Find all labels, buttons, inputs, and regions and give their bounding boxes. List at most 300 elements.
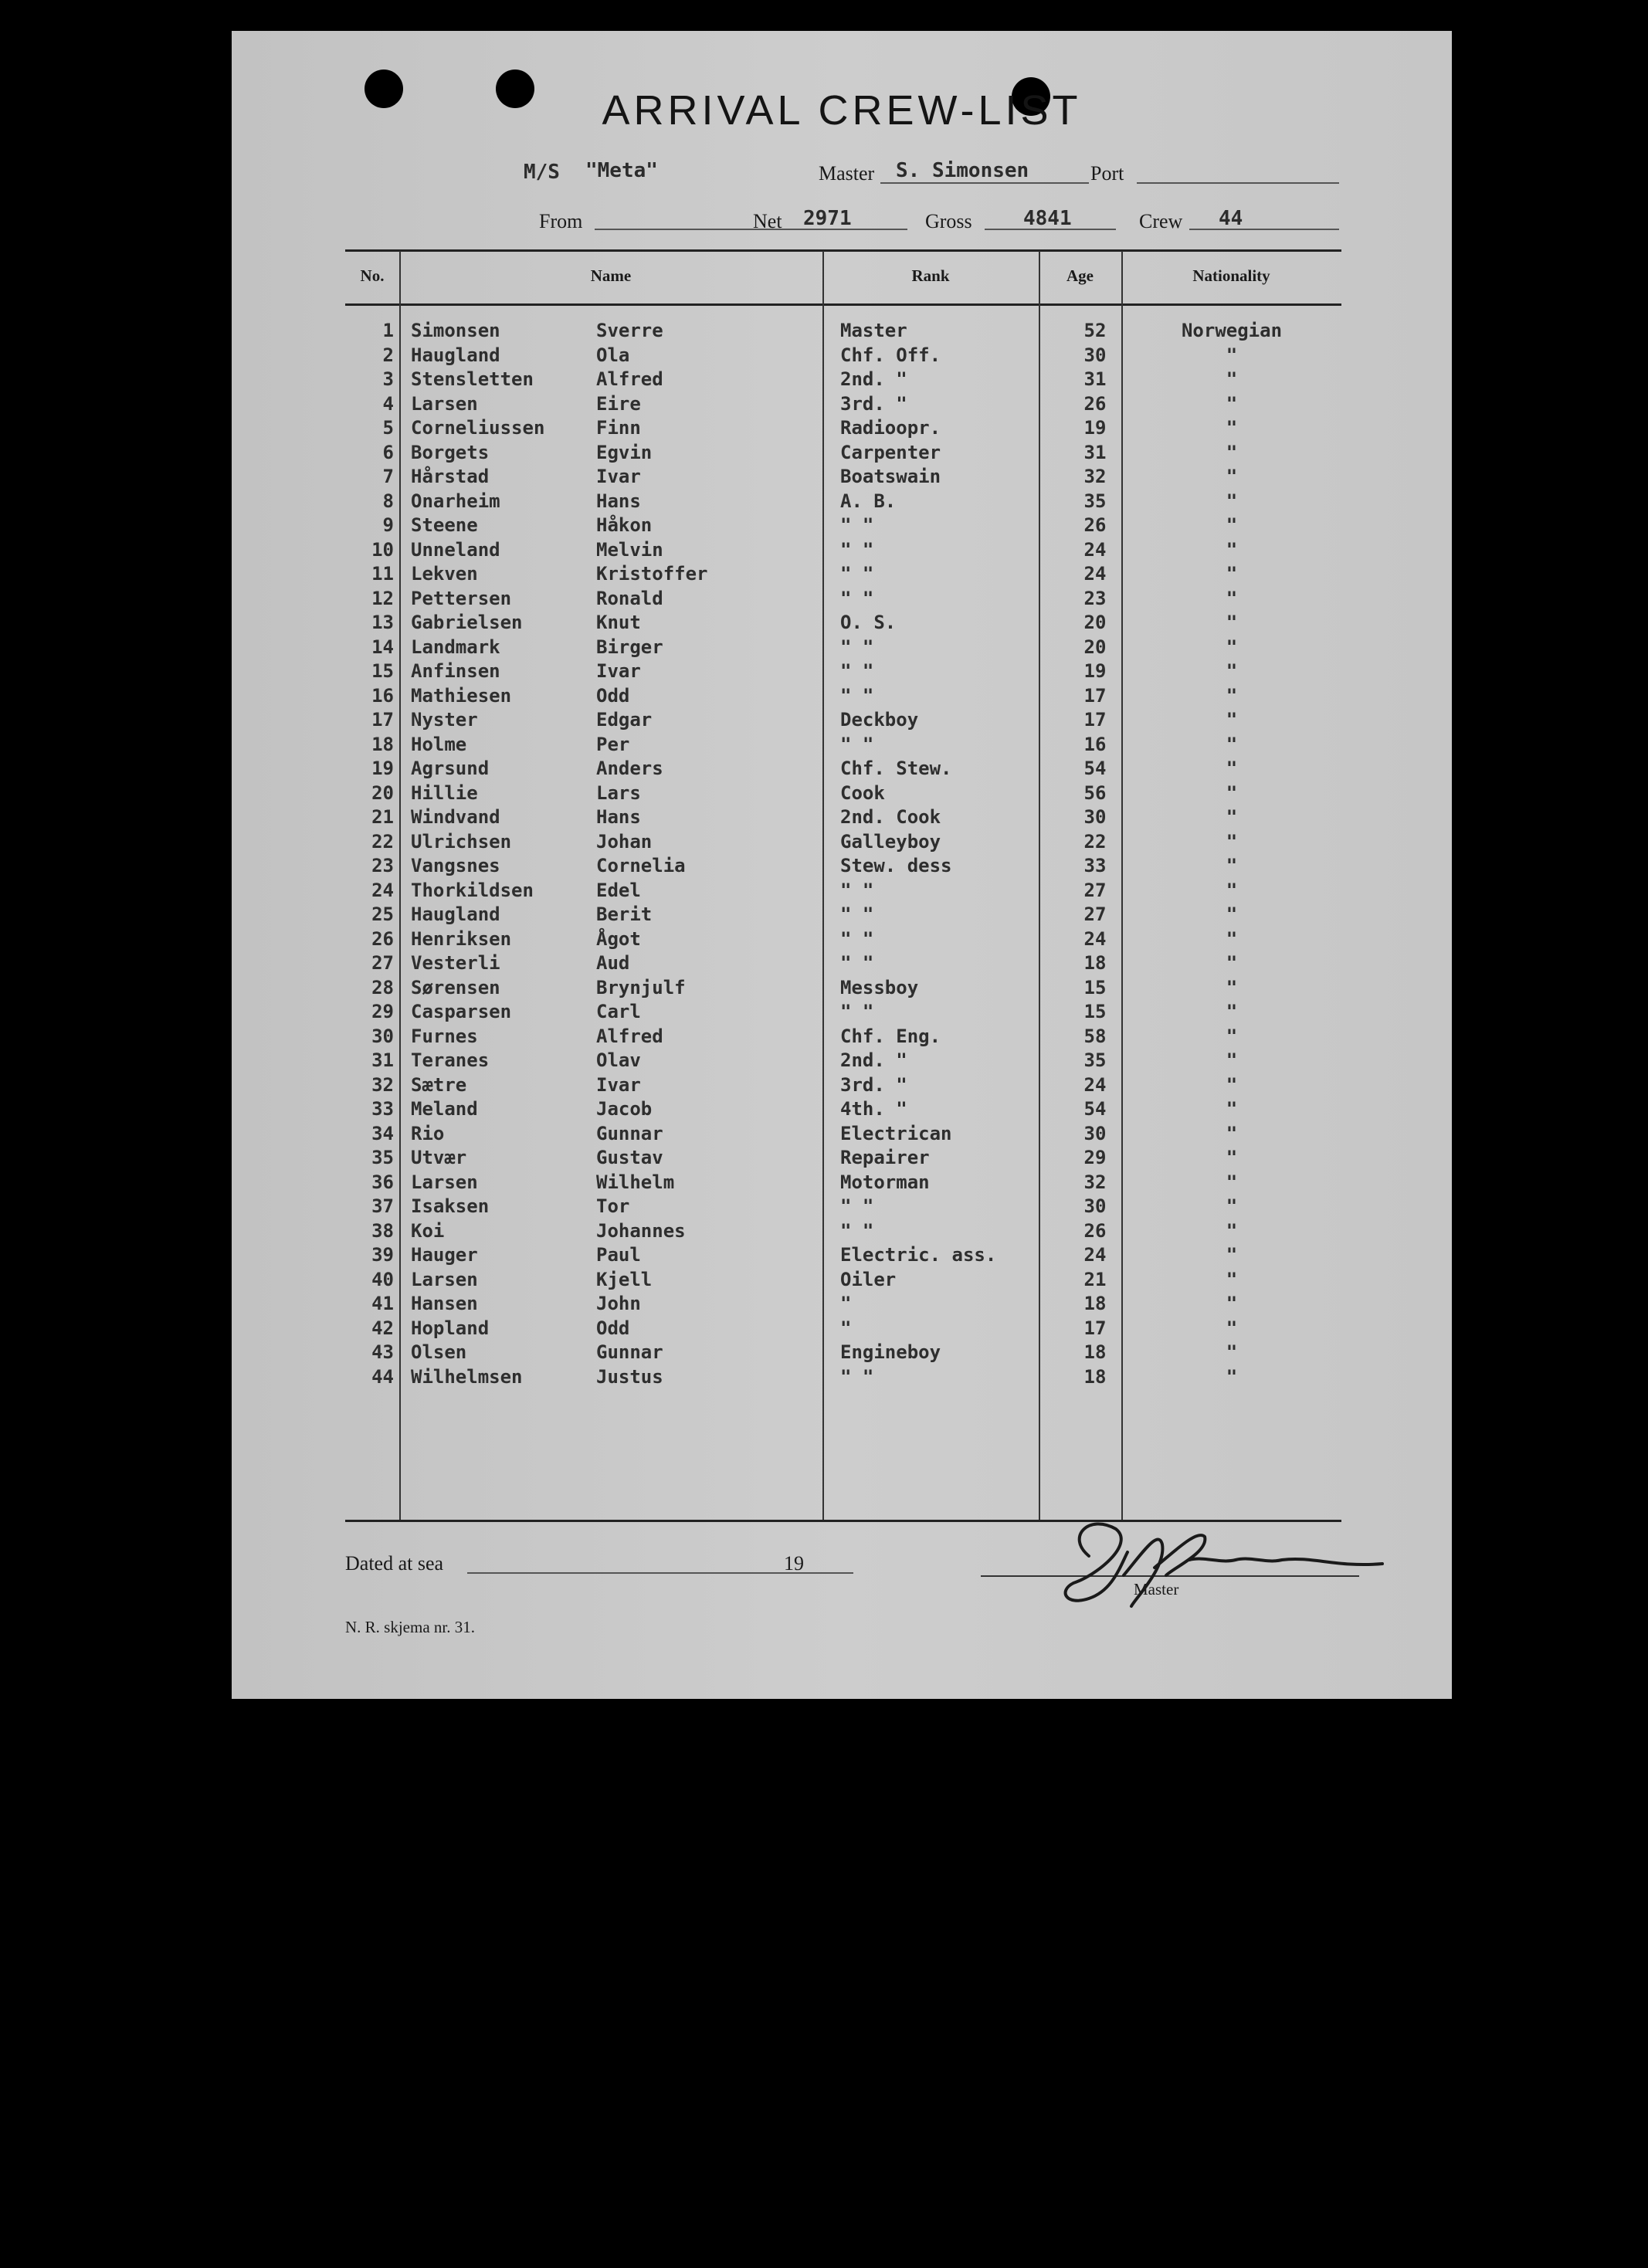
crew-surname: Unneland bbox=[411, 538, 500, 561]
table-row bbox=[232, 685, 1452, 710]
crew-nationality: " bbox=[1226, 1244, 1238, 1266]
crew-nationality: " bbox=[1226, 344, 1238, 366]
crew-nationality: " bbox=[1226, 1293, 1238, 1314]
crew-age: 56 bbox=[1083, 781, 1107, 804]
crew-surname: Thorkildsen bbox=[411, 879, 534, 901]
crew-number: 40 bbox=[371, 1268, 394, 1290]
crew-number: 29 bbox=[371, 1001, 394, 1022]
crew-surname: Landmark bbox=[411, 636, 500, 658]
crew-number: 8 bbox=[382, 490, 394, 512]
table-row bbox=[232, 1074, 1452, 1099]
crew-age: 18 bbox=[1083, 952, 1107, 974]
crew-given-name: Hans bbox=[596, 806, 641, 828]
crew-number: 39 bbox=[371, 1244, 394, 1266]
crew-nationality: " bbox=[1226, 1341, 1238, 1363]
header-nationality: Nationality bbox=[1192, 266, 1270, 285]
crew-nationality: " bbox=[1226, 490, 1238, 512]
master-name: S. Simonsen bbox=[896, 159, 1029, 182]
crew-surname: Utvær bbox=[411, 1147, 467, 1168]
crew-rank: Boatswain bbox=[840, 466, 941, 487]
crew-surname: Hillie bbox=[411, 781, 478, 804]
crew-surname: Mathiesen bbox=[411, 684, 512, 707]
master-caption: Master bbox=[1134, 1580, 1179, 1598]
crew-given-name: Ronald bbox=[596, 587, 663, 609]
crew-rank: 3rd. " bbox=[840, 392, 907, 415]
crew-nationality: " bbox=[1226, 1147, 1238, 1168]
table-row bbox=[232, 1026, 1452, 1050]
crew-surname: Isaksen bbox=[411, 1195, 490, 1217]
header-no: No. bbox=[360, 266, 385, 285]
crew-number: 17 bbox=[371, 709, 394, 731]
crew-given-name: Johan bbox=[596, 830, 653, 853]
crew-age: 19 bbox=[1083, 417, 1107, 439]
crew-surname: Windvand bbox=[411, 806, 500, 828]
crew-nationality: " bbox=[1226, 368, 1238, 390]
crew-age: 20 bbox=[1083, 636, 1107, 658]
table-row bbox=[232, 782, 1452, 807]
crew-nationality: " bbox=[1226, 563, 1238, 585]
crew-given-name: Odd bbox=[596, 684, 630, 707]
crew-given-name: John bbox=[596, 1293, 641, 1314]
crew-surname: Hårstad bbox=[411, 466, 490, 487]
vessel-prefix: M/S bbox=[524, 161, 560, 184]
crew-number: 14 bbox=[371, 636, 394, 658]
crew-number: 28 bbox=[371, 976, 394, 998]
crew-surname: Haugland bbox=[411, 903, 500, 925]
crew-rank: " " bbox=[840, 587, 874, 609]
crew-age: 17 bbox=[1083, 684, 1107, 707]
crew-rank: " " bbox=[840, 636, 874, 658]
crew-surname: Rio bbox=[411, 1122, 445, 1144]
crew-given-name: Gunnar bbox=[596, 1341, 663, 1363]
crew-age: 21 bbox=[1083, 1268, 1107, 1290]
crew-age: 26 bbox=[1083, 514, 1107, 536]
table-row bbox=[232, 855, 1452, 880]
master-signature bbox=[1043, 1483, 1398, 1614]
crew-number: 20 bbox=[371, 781, 394, 804]
crew-age: 30 bbox=[1083, 1122, 1107, 1144]
year-field-line bbox=[809, 1572, 848, 1574]
crew-surname: Hauger bbox=[411, 1244, 478, 1266]
crew-age: 32 bbox=[1083, 466, 1107, 487]
crew-rank: " bbox=[840, 1293, 852, 1314]
table-row bbox=[232, 831, 1452, 856]
crew-number: 1 bbox=[382, 320, 394, 341]
crew-surname: Vesterli bbox=[411, 952, 500, 974]
crew-rank: " " bbox=[840, 952, 874, 974]
crew-rank: " bbox=[840, 1317, 852, 1339]
crew-rank: 2nd. " bbox=[840, 368, 907, 390]
table-row bbox=[232, 928, 1452, 953]
crew-rank: " " bbox=[840, 684, 874, 707]
crew-given-name: Knut bbox=[596, 612, 641, 633]
table-row bbox=[232, 758, 1452, 782]
crew-surname: Simonsen bbox=[411, 320, 500, 341]
crew-number: 7 bbox=[382, 466, 394, 487]
table-row bbox=[232, 514, 1452, 539]
table-row bbox=[232, 1341, 1452, 1366]
table-row bbox=[232, 368, 1452, 393]
crew-number: 38 bbox=[371, 1219, 394, 1242]
crew-given-name: Birger bbox=[596, 636, 663, 658]
table-row bbox=[232, 952, 1452, 977]
crew-given-name: Per bbox=[596, 733, 630, 755]
crew-age: 17 bbox=[1083, 709, 1107, 731]
crew-surname: Henriksen bbox=[411, 927, 512, 950]
table-row bbox=[232, 1293, 1452, 1317]
crew-given-name: Sverre bbox=[596, 320, 663, 341]
crew-nationality: " bbox=[1226, 441, 1238, 463]
table-row bbox=[232, 1366, 1452, 1391]
header-rank: Rank bbox=[911, 266, 950, 285]
crew-number: 13 bbox=[371, 612, 394, 633]
port-field-line bbox=[1137, 182, 1339, 184]
crew-rank: Oiler bbox=[840, 1268, 897, 1290]
crew-given-name: Kjell bbox=[596, 1268, 653, 1290]
crew-given-name: Justus bbox=[596, 1365, 663, 1388]
header-age: Age bbox=[1066, 266, 1094, 285]
crew-nationality: " bbox=[1226, 636, 1238, 658]
crew-age: 32 bbox=[1083, 1171, 1107, 1193]
crew-nationality: " bbox=[1226, 392, 1238, 415]
crew-number: 43 bbox=[371, 1341, 394, 1363]
crew-rank: " " bbox=[840, 733, 874, 755]
table-row bbox=[232, 1123, 1452, 1148]
crew-nationality: " bbox=[1226, 1195, 1238, 1217]
crew-surname: Larsen bbox=[411, 392, 478, 415]
crew-rank: Chf. Stew. bbox=[840, 758, 952, 779]
crew-surname: Pettersen bbox=[411, 587, 512, 609]
table-row bbox=[232, 1171, 1452, 1196]
crew-nationality: " bbox=[1226, 830, 1238, 853]
crew-given-name: Johannes bbox=[596, 1219, 686, 1242]
crew-nationality: " bbox=[1226, 1073, 1238, 1096]
crew-rank: " " bbox=[840, 514, 874, 536]
crew-nationality: " bbox=[1226, 587, 1238, 609]
crew-nationality: " bbox=[1226, 1098, 1238, 1120]
crew-surname: Corneliussen bbox=[411, 417, 545, 439]
crew-nationality: " bbox=[1226, 417, 1238, 439]
crew-nationality: " bbox=[1226, 879, 1238, 901]
table-row bbox=[232, 588, 1452, 612]
crew-age: 15 bbox=[1083, 1001, 1107, 1022]
crew-number: 21 bbox=[371, 806, 394, 828]
crew-nationality: " bbox=[1226, 1268, 1238, 1290]
crew-number: 22 bbox=[371, 830, 394, 853]
form-number: N. R. skjema nr. 31. bbox=[345, 1618, 475, 1636]
crew-given-name: Eire bbox=[596, 392, 641, 415]
crew-surname: Sørensen bbox=[411, 976, 500, 998]
year-prefix: 19 bbox=[784, 1552, 804, 1575]
crew-surname: Gabrielsen bbox=[411, 612, 523, 633]
table-header-rule bbox=[345, 303, 1341, 306]
table-row bbox=[232, 709, 1452, 734]
crew-rank: " " bbox=[840, 1365, 874, 1388]
crew-number: 44 bbox=[371, 1365, 394, 1388]
crew-nationality: " bbox=[1226, 1219, 1238, 1242]
crew-number: 10 bbox=[371, 538, 394, 561]
crew-nationality: " bbox=[1226, 538, 1238, 561]
crew-rank: " " bbox=[840, 1001, 874, 1022]
crew-surname: Teranes bbox=[411, 1049, 490, 1071]
crew-age: 30 bbox=[1083, 806, 1107, 828]
crew-nationality: " bbox=[1226, 612, 1238, 633]
crew-age: 31 bbox=[1083, 368, 1107, 390]
crew-nationality: " bbox=[1226, 781, 1238, 804]
crew-surname: Meland bbox=[411, 1098, 478, 1120]
crew-number: 25 bbox=[371, 903, 394, 925]
table-row bbox=[232, 1001, 1452, 1026]
crew-nationality: " bbox=[1226, 1049, 1238, 1071]
crew-rank: " " bbox=[840, 538, 874, 561]
crew-nationality: " bbox=[1226, 952, 1238, 974]
table-row bbox=[232, 539, 1452, 564]
crew-nationality: " bbox=[1226, 514, 1238, 536]
table-row bbox=[232, 880, 1452, 904]
table-row bbox=[232, 1098, 1452, 1123]
crew-surname: Hopland bbox=[411, 1317, 490, 1339]
crew-age: 35 bbox=[1083, 1049, 1107, 1071]
crew-surname: Vangsnes bbox=[411, 855, 500, 876]
crew-age: 31 bbox=[1083, 441, 1107, 463]
crew-nationality: " bbox=[1226, 709, 1238, 731]
table-row bbox=[232, 1269, 1452, 1293]
crew-rank: Cook bbox=[840, 781, 885, 804]
crew-rank: O. S. bbox=[840, 612, 897, 633]
crew-age: 24 bbox=[1083, 1073, 1107, 1096]
crew-age: 15 bbox=[1083, 976, 1107, 998]
crew-rank: Chf. Off. bbox=[840, 344, 941, 366]
crew-rank: Repairer bbox=[840, 1147, 930, 1168]
crew-surname: Larsen bbox=[411, 1268, 478, 1290]
crew-given-name: Aud bbox=[596, 952, 630, 974]
crew-given-name: Håkon bbox=[596, 514, 653, 536]
crew-rank: Chf. Eng. bbox=[840, 1025, 941, 1047]
vessel-name: "Meta" bbox=[585, 159, 658, 182]
table-row bbox=[232, 612, 1452, 636]
crew-age: 27 bbox=[1083, 903, 1107, 925]
crew-age: 27 bbox=[1083, 879, 1107, 901]
table-row bbox=[232, 903, 1452, 928]
crew-rank: Electric. ass. bbox=[840, 1244, 997, 1266]
crew-number: 16 bbox=[371, 684, 394, 707]
table-row bbox=[232, 417, 1452, 442]
crew-number: 27 bbox=[371, 952, 394, 974]
table-row bbox=[232, 1220, 1452, 1245]
crew-given-name: Kristoffer bbox=[596, 563, 708, 585]
crew-surname: Larsen bbox=[411, 1171, 478, 1193]
crew-given-name: Alfred bbox=[596, 1025, 663, 1047]
crew-age: 22 bbox=[1083, 830, 1107, 853]
crew-nationality: " bbox=[1226, 927, 1238, 950]
crew-rank: " " bbox=[840, 660, 874, 682]
crew-given-name: Paul bbox=[596, 1244, 641, 1266]
crew-given-name: Hans bbox=[596, 490, 641, 512]
crew-rank: " " bbox=[840, 903, 874, 925]
table-row bbox=[232, 977, 1452, 1002]
table-row bbox=[232, 806, 1452, 831]
crew-given-name: Finn bbox=[596, 417, 641, 439]
dated-label: Dated at sea bbox=[345, 1552, 444, 1575]
crew-nationality: " bbox=[1226, 733, 1238, 755]
crew-number: 42 bbox=[371, 1317, 394, 1339]
crew-age: 26 bbox=[1083, 1219, 1107, 1242]
crew-nationality: " bbox=[1226, 1025, 1238, 1047]
crew-given-name: Ivar bbox=[596, 660, 641, 682]
net-value: 2971 bbox=[803, 207, 852, 230]
crew-given-name: Edel bbox=[596, 879, 641, 901]
crew-age: 30 bbox=[1083, 344, 1107, 366]
crew-age: 24 bbox=[1083, 1244, 1107, 1266]
master-label: Master bbox=[819, 162, 875, 185]
crew-nationality: " bbox=[1226, 1365, 1238, 1388]
crew-given-name: Lars bbox=[596, 781, 641, 804]
crew-nationality: " bbox=[1226, 1317, 1238, 1339]
crew-given-name: Ivar bbox=[596, 1073, 641, 1096]
crew-surname: Lekven bbox=[411, 563, 478, 585]
crew-given-name: Jacob bbox=[596, 1098, 653, 1120]
table-row bbox=[232, 1244, 1452, 1269]
header-name: Name bbox=[590, 266, 632, 285]
crew-age: 24 bbox=[1083, 563, 1107, 585]
crew-age: 52 bbox=[1083, 320, 1107, 341]
crew-surname: Stensletten bbox=[411, 368, 534, 390]
table-top-rule bbox=[345, 249, 1341, 252]
table-row bbox=[232, 563, 1452, 588]
crew-given-name: Cornelia bbox=[596, 855, 686, 876]
crew-surname: Onarheim bbox=[411, 490, 500, 512]
crew-rank: 3rd. " bbox=[840, 1073, 907, 1096]
crew-number: 12 bbox=[371, 587, 394, 609]
crew-nationality: " bbox=[1226, 466, 1238, 487]
net-label: Net bbox=[753, 210, 782, 232]
crew-number: 18 bbox=[371, 733, 394, 755]
table-row bbox=[232, 320, 1452, 344]
crew-age: 30 bbox=[1083, 1195, 1107, 1217]
crew-surname: Holme bbox=[411, 733, 467, 755]
crew-surname: Agrsund bbox=[411, 758, 490, 779]
crew-field-line bbox=[1189, 229, 1339, 230]
crew-given-name: Anders bbox=[596, 758, 663, 779]
crew-number: 15 bbox=[371, 660, 394, 682]
crew-number: 23 bbox=[371, 855, 394, 876]
crew-number: 37 bbox=[371, 1195, 394, 1217]
table-row bbox=[232, 660, 1452, 685]
table-row bbox=[232, 344, 1452, 369]
crew-nationality: " bbox=[1226, 903, 1238, 925]
crew-surname: Koi bbox=[411, 1219, 445, 1242]
crew-age: 19 bbox=[1083, 660, 1107, 682]
crew-given-name: Olav bbox=[596, 1049, 641, 1071]
crew-surname: Wilhelmsen bbox=[411, 1365, 523, 1388]
table-row bbox=[232, 734, 1452, 758]
crew-given-name: Carl bbox=[596, 1001, 641, 1022]
crew-rank: 4th. " bbox=[840, 1098, 907, 1120]
crew-surname: Anfinsen bbox=[411, 660, 500, 682]
crew-given-name: Berit bbox=[596, 903, 653, 925]
crew-surname: Borgets bbox=[411, 441, 490, 463]
crew-given-name: Ola bbox=[596, 344, 630, 366]
table-row bbox=[232, 393, 1452, 418]
crew-rank: Master bbox=[840, 320, 907, 341]
crew-age: 26 bbox=[1083, 392, 1107, 415]
crew-number: 26 bbox=[371, 927, 394, 950]
crew-age: 17 bbox=[1083, 1317, 1107, 1339]
crew-list-document bbox=[232, 31, 1452, 1699]
crew-age: 54 bbox=[1083, 1098, 1107, 1120]
crew-number: 9 bbox=[382, 514, 394, 536]
crew-given-name: Egvin bbox=[596, 441, 653, 463]
crew-number: 11 bbox=[371, 563, 394, 585]
crew-age: 24 bbox=[1083, 538, 1107, 561]
crew-rank: Stew. dess bbox=[840, 855, 952, 876]
crew-age: 24 bbox=[1083, 927, 1107, 950]
crew-rank: Carpenter bbox=[840, 441, 941, 463]
crew-surname: Ulrichsen bbox=[411, 830, 512, 853]
crew-surname: Steene bbox=[411, 514, 478, 536]
crew-age: 58 bbox=[1083, 1025, 1107, 1047]
table-row bbox=[232, 466, 1452, 490]
crew-given-name: Alfred bbox=[596, 368, 663, 390]
crew-given-name: Odd bbox=[596, 1317, 630, 1339]
crew-nationality: " bbox=[1226, 684, 1238, 707]
table-row bbox=[232, 1195, 1452, 1220]
crew-surname: Furnes bbox=[411, 1025, 478, 1047]
crew-number: 33 bbox=[371, 1098, 394, 1120]
crew-rank: " " bbox=[840, 927, 874, 950]
crew-age: 18 bbox=[1083, 1341, 1107, 1363]
table-row bbox=[232, 1147, 1452, 1171]
crew-rank: " " bbox=[840, 1195, 874, 1217]
crew-surname: Sætre bbox=[411, 1073, 467, 1096]
crew-number: 3 bbox=[382, 368, 394, 390]
crew-age: 35 bbox=[1083, 490, 1107, 512]
crew-surname: Casparsen bbox=[411, 1001, 512, 1022]
gross-label: Gross bbox=[925, 210, 972, 232]
crew-age: 54 bbox=[1083, 758, 1107, 779]
crew-nationality: " bbox=[1226, 1122, 1238, 1144]
table-row bbox=[232, 442, 1452, 466]
crew-given-name: Tor bbox=[596, 1195, 630, 1217]
crew-age: 18 bbox=[1083, 1293, 1107, 1314]
crew-rank: Messboy bbox=[840, 976, 919, 998]
crew-rank: 2nd. Cook bbox=[840, 806, 941, 828]
crew-age: 23 bbox=[1083, 587, 1107, 609]
crew-number: 34 bbox=[371, 1122, 394, 1144]
crew-age: 33 bbox=[1083, 855, 1107, 876]
crew-age: 16 bbox=[1083, 733, 1107, 755]
crew-age: 20 bbox=[1083, 612, 1107, 633]
crew-label: Crew bbox=[1139, 210, 1183, 232]
crew-given-name: Wilhelm bbox=[596, 1171, 675, 1193]
crew-given-name: Gunnar bbox=[596, 1122, 663, 1144]
crew-nationality: " bbox=[1226, 660, 1238, 682]
crew-number: 6 bbox=[382, 441, 394, 463]
crew-given-name: Gustav bbox=[596, 1147, 663, 1168]
crew-surname: Haugland bbox=[411, 344, 500, 366]
crew-nationality: " bbox=[1226, 855, 1238, 876]
table-row bbox=[232, 1317, 1452, 1342]
crew-rank: Deckboy bbox=[840, 709, 919, 731]
crew-nationality: " bbox=[1226, 806, 1238, 828]
crew-nationality: " bbox=[1226, 976, 1238, 998]
gross-value: 4841 bbox=[1023, 207, 1072, 230]
crew-number: 24 bbox=[371, 879, 394, 901]
crew-rank: Engineboy bbox=[840, 1341, 941, 1363]
crew-rank: Galleyboy bbox=[840, 830, 941, 853]
crew-rank: " " bbox=[840, 1219, 874, 1242]
table-row bbox=[232, 490, 1452, 515]
